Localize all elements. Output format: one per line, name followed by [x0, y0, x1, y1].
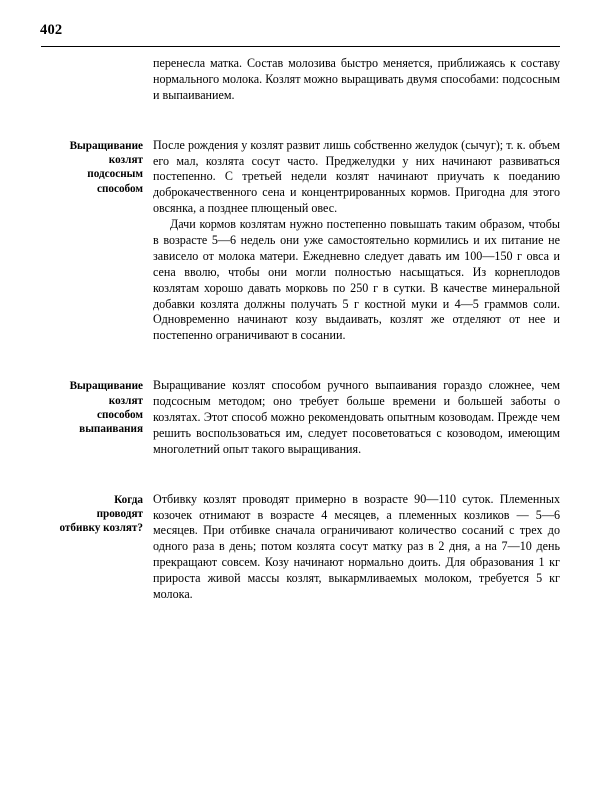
- spacer: [41, 358, 560, 378]
- sidehead-line: проводят: [96, 508, 143, 521]
- sidehead-line: козлят: [108, 394, 143, 407]
- section-otbivka-body: [153, 492, 560, 603]
- sidehead-line: козлят: [108, 154, 143, 166]
- sidehead-line: Выращивание: [69, 380, 143, 393]
- sidehead-line: отбивку козлят?: [59, 522, 143, 535]
- spacer: [41, 472, 560, 492]
- section-vypaivanie-body: [153, 378, 560, 457]
- section-otbivka: [41, 492, 560, 603]
- section-intro: [41, 56, 560, 104]
- sidehead-line: способом: [96, 182, 143, 195]
- sidehead-otbivka: [41, 492, 153, 536]
- paragraph: перенесла матка. Состав молозива быстро меняется, приближаясь к составу нормального молока. Козлят можно выращивать двумя способами: подсосным и выпаиванием.: [153, 56, 560, 102]
- sidehead-intro: [41, 56, 153, 57]
- section-vypaivanie: [41, 378, 560, 457]
- sidehead-podsosnym: [41, 138, 153, 196]
- sidehead-line: выпаивания: [79, 423, 143, 436]
- sidehead-line: Выращивание: [69, 139, 143, 152]
- paragraph: Выращивание козлят способом ручного выпаивания гораздо сложнее, чем подсосным методом; оно требует больше времени и большей заботы о козлятах. Этот способ можно рекомендовать опытным козоводам. Прежде чем решить воспользоваться им, следует посоветоваться с козоводом, имеющим многолетний опыт такого выращивания.: [153, 378, 560, 456]
- paragraph: Отбивку козлят проводят примерно в возрасте 90—110 суток. Племенных козочек отнимают в возрасте 4 месяцев, а племенных козликов — 5—6 месяцев. При отбивке сначала ограничивают количество сосаний с трех до одного раза в день; потом козлята сосут матку раз в 2 дня, а на 7—10 день прекращают совсем. Козу начинают нормально доить. Для образования 1 кг прироста живой массы козлят, выкармливаемых молоком, требуется 5 кг молока.: [153, 491, 560, 602]
- section-podsosnym: [41, 138, 560, 345]
- section-intro-body: [153, 56, 560, 104]
- sidehead-vypaivanie: [41, 378, 153, 436]
- paragraph: После рождения у козлят развит лишь собственно желудок (сычуг); т. к. объем его мал, козлята сосут часто. Преджелудки у них начинают развиваться постепенно. С третьей недели козлят начинают приучать к поеданию доброкачественного сена и концентрированных кормов. Пригодна для этого овсянка, а позднее плющеный овес.: [153, 137, 560, 216]
- sidehead-line: Когда: [114, 493, 143, 506]
- sidehead-line: подсосным: [87, 168, 143, 181]
- paragraph: Дачи кормов козлятам нужно постепенно повышать таким образом, чтобы в возрасте 5—6 недель они уже самостоятельно кормились и их питание не зависело от молока матери. Ежедневно следует давать им 100—150 г овса и сена вволю, чтобы они могли полностью насыщаться. Из корнеплодов козлятам хорошо давать морковь по 250 г в сутки. В качестве минеральной добавки козлята должны получать 5 г костной муки и 4—5 граммов соли. Одновременно начинают козу выдаивать, козлят же отделяют от нее и постепенно ограничивают в сосании.: [153, 217, 560, 343]
- page-number: 402: [40, 22, 63, 38]
- header-rule: [41, 46, 560, 47]
- page-content: [41, 56, 560, 617]
- spacer: [41, 118, 560, 138]
- section-podsosnym-body: [153, 138, 560, 345]
- sidehead-line: способом: [96, 408, 143, 421]
